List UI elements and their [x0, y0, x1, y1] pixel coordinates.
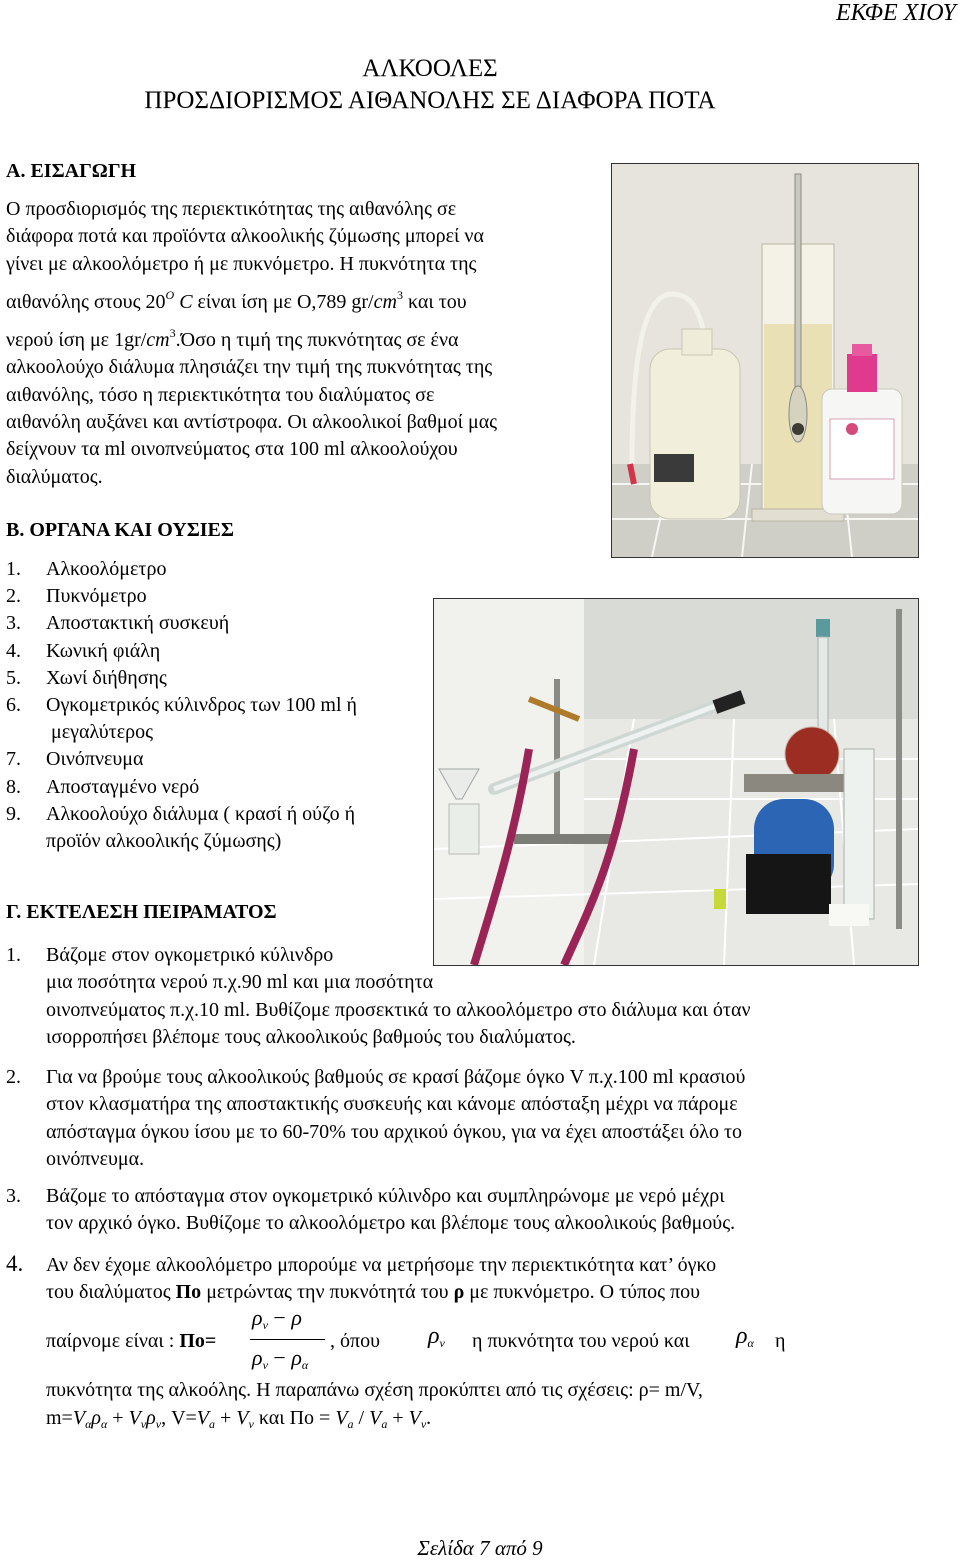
section-a-text: Ο προσδιορισμός της περιεκτικότητας της αιθανόλης σε διάφορα ποτά και προϊόντα αλκοολικής ζύμωσης μπορεί να γίνει με αλκοολόμετρο ή με πυκνόμετρο. Η πυκνότητα της αιθανόλης στους $20^O$ C είναι ίση με Ο,789 $gr/cm^3$ και του νερού ίση με $1gr/cm^3.Ό\sigma o$ η τιμή της πυκνότητας σε ένα αλκοολούχο διάλυμα πλησιάζει την τιμή της πυκνότητας της αιθανόλης, τόσο η περιεκτικότητα του διαλύματος σε αιθανόλη αυξάνει και αντίστροφα. Οι αλκοολικοί βαθμοί μας δείχνουν τα ml οινοπνεύματος στα 100 ml αλκοολούχου διαλύματος.	[6, 198, 498, 488]
list-item: 6. Ογκομετρικός κύλινδρος των 100 ml ή	[6, 694, 357, 717]
list-item: 3. Αποστακτική συσκευή	[6, 612, 230, 635]
step-3: 3. Βάζομε το απόσταγμα στον ογκομετρικό κύλινδρο και συμπληρώνομε με νερό μέχρι τον αρχικό όγκο. Βυθίζομε το αλκοολόμετρο και βλέπομε τους αλκοολικούς βαθμούς.	[6, 1185, 736, 1235]
formula-tail: η	[775, 1330, 786, 1352]
step-4-line4: πυκνότητα της αλκοόλης. Η παραπάνω σχέση προκύπτει από τις σχέσεις: ρ= m/V,	[46, 1379, 703, 1401]
list-item: 9. Αλκοολούχο διάλυμα ( κρασί ή ούζο ή	[6, 802, 356, 825]
list-item: προϊόν αλκοολικής ζύμωσης)	[46, 830, 282, 853]
rho-alcohol: $\rho_\alpha$	[736, 1323, 754, 1350]
distillation-photo-svg	[434, 599, 918, 965]
alcoholometer-photo-svg	[612, 164, 918, 557]
distillation-apparatus-photo	[433, 598, 919, 966]
title-line2: ΠΡΟΣΔΙΟΡΙΣΜΟΣ ΑΙΘΑΝΟΛΗΣ ΣΕ ΔΙΑΦΟΡΑ ΠΟΤΑ	[144, 87, 716, 114]
formula-desc: η πυκνότητα του νερού και	[472, 1330, 690, 1352]
list-item: 4. Κωνική φιάλη	[6, 639, 161, 662]
section-b-heading: Β. ΟΡΓΑΝΑ ΚΑΙ ΟΥΣΙΕΣ	[6, 519, 234, 541]
header-tag: ΕΚΦΕ ΧΙΟΥ	[836, 0, 956, 26]
formula-where: , όπου	[330, 1330, 380, 1352]
formula-intro: παίρνομε είναι : Πο=	[46, 1330, 217, 1352]
list-item: μεγαλύτερος	[46, 721, 154, 744]
formula-denominator: $\rho_\nu - \rho_\alpha$	[252, 1345, 309, 1372]
section-c-heading: Γ. ΕΚΤΕΛΕΣΗ ΠΕΙΡΑΜΑΤΟΣ	[6, 901, 277, 923]
section-a-heading: Α. ΕΙΣΑΓΩΓΗ	[6, 160, 137, 182]
list-item: 8. Αποσταγμένο νερό	[6, 775, 200, 798]
step-4-line1: Αν δεν έχομε αλκοολόμετρο μπορούμε να μετρήσομε την περιεκτικότητα κατ’ όγκο	[46, 1254, 717, 1276]
rho-water: $\rho_\nu$	[428, 1323, 445, 1350]
step-4-number: 4.	[6, 1251, 24, 1276]
list-item: 5. Χωνί διήθησης	[6, 666, 167, 689]
page-footer: Σελίδα 7 από 9	[417, 1536, 543, 1560]
list-item: 7. Οινόπνευμα	[6, 748, 144, 771]
step-1: 1. Βάζομε στον ογκομετρικό κύλινδρο μια ποσότητα νερού π.χ.90 ml και μια ποσότητα οινοπνεύματος π.χ.10 ml. Βυθίζομε προσεκτικά το αλκοολόμετρο στο διάλυμα και όταν ισορροπήσει βλέπομε τους αλκοολικούς βαθμούς του διαλύματος.	[6, 944, 751, 1048]
list-item: 1. Αλκοολόμετρο	[6, 558, 167, 580]
materials-list	[6, 556, 357, 855]
formula-numerator: $\rho_\nu - \rho$	[252, 1305, 302, 1332]
step-4-line5: $m=V_\alpha\rho_\alpha + V_\nu\rho_\nu$, $V=V_a + V_\nu$ και $\Pi o = V_a / V_a + V_\nu$.	[46, 1407, 432, 1431]
step-2: 2. Για να βρούμε τους αλκοολικούς βαθμούς σε κρασί βάζομε όγκο V π.χ.100 ml κρασιού στον κλασματήρα της αποστακτικής συσκευής και κάνομε απόσταξη μέχρι να πάρομε απόσταγμα όγκου ίσου με το 60-70% του αρχικού όγκου, για να έχει αποστάξει όλο το οινόπνευμα.	[6, 1066, 746, 1170]
title-line1: ΑΛΚΟΟΛΕΣ	[362, 55, 498, 82]
list-item: 2. Πυκνόμετρο	[6, 585, 147, 608]
fraction-bar	[250, 1339, 325, 1340]
alcoholometer-photo	[611, 163, 919, 558]
step-4-line2: του διαλύματος Πο μετρώντας την πυκνότητά του ρ με πυκνόμετρο. Ο τύπος που	[46, 1281, 701, 1303]
